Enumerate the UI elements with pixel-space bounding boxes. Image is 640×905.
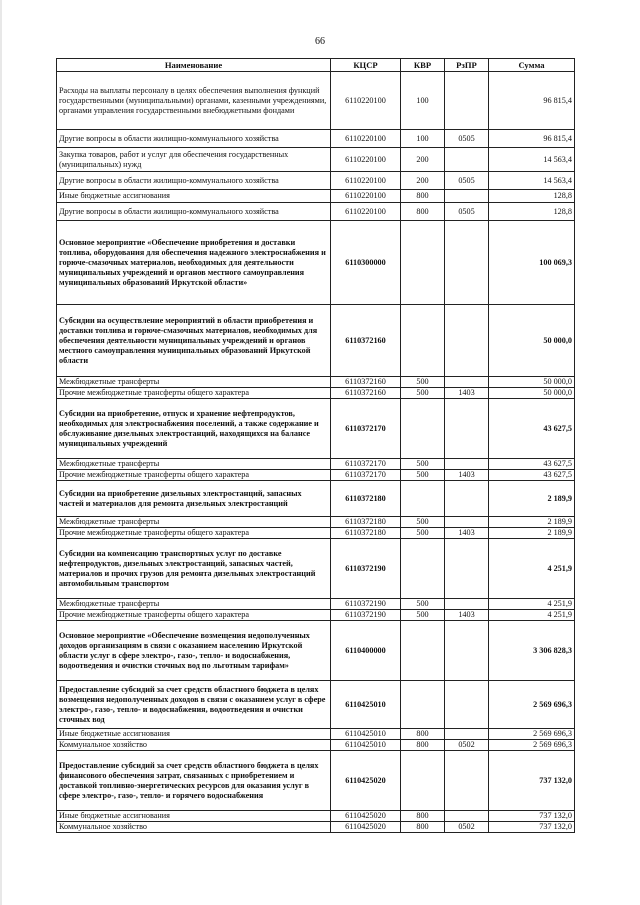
row-name: Иные бюджетные ассигнования xyxy=(57,729,331,740)
row-sum: 50 000,0 xyxy=(489,377,575,388)
row-kcsr: 6110220100 xyxy=(331,130,401,148)
row-kvr: 500 xyxy=(401,388,445,399)
row-kvr xyxy=(401,681,445,729)
row-rzpr: 0502 xyxy=(445,822,489,833)
row-rzpr: 0505 xyxy=(445,130,489,148)
row-name: Расходы на выплаты персоналу в целях обеспечения выполнения функций государственными (муниципальными) органами, казенными учреждениями, органами управления государственными внебюджетными фондами xyxy=(57,72,331,130)
row-name: Иные бюджетные ассигнования xyxy=(57,190,331,203)
row-kvr: 500 xyxy=(401,517,445,528)
row-name: Иные бюджетные ассигнования xyxy=(57,811,331,822)
row-sum: 3 306 828,3 xyxy=(489,621,575,681)
row-sum: 4 251,9 xyxy=(489,610,575,621)
table-row xyxy=(57,681,575,729)
row-kcsr: 6110372170 xyxy=(331,459,401,470)
row-kcsr: 6110372170 xyxy=(331,399,401,459)
header-kvr: КВР xyxy=(401,59,445,72)
row-sum: 4 251,9 xyxy=(489,599,575,610)
row-sum: 2 189,9 xyxy=(489,481,575,517)
row-rzpr: 1403 xyxy=(445,470,489,481)
row-name: Субсидии на приобретение, отпуск и хранение нефтепродуктов, необходимых для электроснабжения поселений, а также содержание и обслуживание дизельных электростанций, находящихся на балансе муниципальных учреждений xyxy=(57,399,331,459)
row-kvr: 800 xyxy=(401,822,445,833)
row-sum: 50 000,0 xyxy=(489,305,575,377)
row-kcsr: 6110372190 xyxy=(331,610,401,621)
row-name: Прочие межбюджетные трансферты общего характера xyxy=(57,388,331,399)
row-name: Прочие межбюджетные трансферты общего характера xyxy=(57,610,331,621)
table-row xyxy=(57,72,575,130)
table-row xyxy=(57,305,575,377)
row-name: Субсидии на приобретение дизельных электростанций, запасных частей и материалов для ремонта дизельных электростанций xyxy=(57,481,331,517)
table-body xyxy=(57,72,575,833)
row-name: Субсидии на компенсацию транспортных услуг по доставке нефтепродуктов, дизельных электростанций, запасных частей, материалов и прочих грузов для ремонта дизельных электростанций автомобильным транспортом xyxy=(57,539,331,599)
row-sum: 100 069,3 xyxy=(489,221,575,305)
row-kcsr: 6110372190 xyxy=(331,539,401,599)
row-sum: 2 569 696,3 xyxy=(489,681,575,729)
row-kvr xyxy=(401,399,445,459)
row-kvr: 800 xyxy=(401,203,445,221)
row-kvr: 500 xyxy=(401,470,445,481)
row-rzpr xyxy=(445,811,489,822)
row-kcsr: 6110425020 xyxy=(331,822,401,833)
header-kcsr: КЦСР xyxy=(331,59,401,72)
row-kvr: 500 xyxy=(401,377,445,388)
row-sum: 96 815,4 xyxy=(489,72,575,130)
row-sum: 737 132,0 xyxy=(489,751,575,811)
row-name: Коммунальное хозяйство xyxy=(57,740,331,751)
row-kvr: 200 xyxy=(401,172,445,190)
row-name: Межбюджетные трансферты xyxy=(57,377,331,388)
row-kcsr: 6110220100 xyxy=(331,148,401,172)
row-kcsr: 6110300000 xyxy=(331,221,401,305)
page-number: 66 xyxy=(315,36,325,47)
row-rzpr: 1403 xyxy=(445,388,489,399)
row-rzpr xyxy=(445,539,489,599)
row-rzpr xyxy=(445,190,489,203)
row-kcsr: 6110220100 xyxy=(331,190,401,203)
scan-edge xyxy=(0,0,2,905)
row-kvr: 500 xyxy=(401,528,445,539)
row-kcsr: 6110372180 xyxy=(331,528,401,539)
row-kvr: 800 xyxy=(401,740,445,751)
budget-table xyxy=(56,58,575,833)
header-name: Наименование xyxy=(57,59,331,72)
row-sum: 43 627,5 xyxy=(489,459,575,470)
row-sum: 2 189,9 xyxy=(489,517,575,528)
row-rzpr xyxy=(445,517,489,528)
row-name: Межбюджетные трансферты xyxy=(57,517,331,528)
row-rzpr xyxy=(445,681,489,729)
row-name: Закупка товаров, работ и услуг для обеспечения государственных (муниципальных) нужд xyxy=(57,148,331,172)
row-name: Другие вопросы в области жилищно-коммунального хозяйства xyxy=(57,203,331,221)
row-rzpr xyxy=(445,221,489,305)
table-row xyxy=(57,148,575,172)
row-sum: 50 000,0 xyxy=(489,388,575,399)
row-name: Прочие межбюджетные трансферты общего характера xyxy=(57,528,331,539)
row-kcsr: 6110372190 xyxy=(331,599,401,610)
row-kcsr: 6110220100 xyxy=(331,172,401,190)
row-rzpr: 0505 xyxy=(445,172,489,190)
row-kcsr: 6110372160 xyxy=(331,305,401,377)
row-name: Предоставление субсидий за счет средств областного бюджета в целях финансового обеспечения затрат, связанных с приобретением и доставкой топливно-энергетических ресурсов для оказания услуг в сфере электро-, газо-, тепло- и горячего водоснабжения xyxy=(57,751,331,811)
row-kvr: 800 xyxy=(401,729,445,740)
row-kcsr: 6110372180 xyxy=(331,481,401,517)
row-sum: 128,8 xyxy=(489,190,575,203)
table-row xyxy=(57,190,575,203)
row-name: Межбюджетные трансферты xyxy=(57,459,331,470)
row-rzpr xyxy=(445,481,489,517)
row-kvr: 500 xyxy=(401,459,445,470)
row-sum: 737 132,0 xyxy=(489,811,575,822)
row-sum: 2 189,9 xyxy=(489,528,575,539)
table-row xyxy=(57,172,575,190)
table-row xyxy=(57,221,575,305)
row-rzpr: 1403 xyxy=(445,610,489,621)
row-name: Основное мероприятие «Обеспечение возмещения недополученных доходов организациям в связи с оказанием населению Иркутской области услуг в сфере электро-, газо-, тепло- и водоснабжения, водоотведения и очистки сточных вод по льготным тарифам» xyxy=(57,621,331,681)
row-name: Основное мероприятие «Обеспечение приобретения и доставки топлива, оборудования для обеспечения надежного электроснабжения и горюче-смазочных материалов, необходимых для деятельности муниципальных учреждений и органов местного самоуправления муниципальных образований Иркутской области» xyxy=(57,221,331,305)
row-kvr xyxy=(401,539,445,599)
table-row xyxy=(57,377,575,388)
row-kvr: 500 xyxy=(401,610,445,621)
row-rzpr xyxy=(445,148,489,172)
row-sum: 128,8 xyxy=(489,203,575,221)
row-kcsr: 6110400000 xyxy=(331,621,401,681)
row-kvr xyxy=(401,481,445,517)
row-name: Другие вопросы в области жилищно-коммунального хозяйства xyxy=(57,130,331,148)
table-row xyxy=(57,203,575,221)
row-kcsr: 6110425010 xyxy=(331,681,401,729)
row-sum: 43 627,5 xyxy=(489,399,575,459)
row-kcsr: 6110425020 xyxy=(331,751,401,811)
row-rzpr xyxy=(445,459,489,470)
row-kcsr: 6110220100 xyxy=(331,72,401,130)
row-rzpr: 1403 xyxy=(445,528,489,539)
table-row xyxy=(57,751,575,811)
table-row xyxy=(57,481,575,517)
row-kcsr: 6110372180 xyxy=(331,517,401,528)
row-sum: 14 563,4 xyxy=(489,148,575,172)
row-sum: 43 627,5 xyxy=(489,470,575,481)
table-row xyxy=(57,729,575,740)
header-row xyxy=(57,59,575,72)
header-rzpr: РзПР xyxy=(445,59,489,72)
row-kvr: 100 xyxy=(401,130,445,148)
row-rzpr xyxy=(445,377,489,388)
row-rzpr xyxy=(445,305,489,377)
table-row xyxy=(57,517,575,528)
row-kcsr: 6110425020 xyxy=(331,811,401,822)
table-row xyxy=(57,470,575,481)
table-row xyxy=(57,399,575,459)
row-name: Прочие межбюджетные трансферты общего характера xyxy=(57,470,331,481)
row-sum: 4 251,9 xyxy=(489,539,575,599)
row-name: Коммунальное хозяйство xyxy=(57,822,331,833)
table-row xyxy=(57,388,575,399)
row-sum: 2 569 696,3 xyxy=(489,740,575,751)
row-kcsr: 6110425010 xyxy=(331,740,401,751)
row-kcsr: 6110372160 xyxy=(331,377,401,388)
row-rzpr xyxy=(445,72,489,130)
table-row xyxy=(57,621,575,681)
row-name: Субсидии на осуществление мероприятий в области приобретения и доставки топлива и горюче-смазочных материалов, необходимых для обеспечения деятельности муниципальных учреждений и органов местного самоуправления муниципальных образований Иркутской области xyxy=(57,305,331,377)
row-sum: 2 569 696,3 xyxy=(489,729,575,740)
row-rzpr xyxy=(445,621,489,681)
row-kvr xyxy=(401,751,445,811)
row-kvr: 200 xyxy=(401,148,445,172)
row-kvr xyxy=(401,621,445,681)
table-row xyxy=(57,599,575,610)
row-kcsr: 6110220100 xyxy=(331,203,401,221)
row-name: Другие вопросы в области жилищно-коммунального хозяйства xyxy=(57,172,331,190)
table-row xyxy=(57,822,575,833)
row-kvr: 800 xyxy=(401,811,445,822)
row-kvr xyxy=(401,305,445,377)
row-rzpr xyxy=(445,729,489,740)
row-rzpr xyxy=(445,399,489,459)
table-header xyxy=(57,59,575,72)
row-kcsr: 6110372170 xyxy=(331,470,401,481)
table-row xyxy=(57,610,575,621)
row-sum: 737 132,0 xyxy=(489,822,575,833)
row-name: Межбюджетные трансферты xyxy=(57,599,331,610)
row-sum: 96 815,4 xyxy=(489,130,575,148)
row-kcsr: 6110372160 xyxy=(331,388,401,399)
header-sum: Сумма xyxy=(489,59,575,72)
row-rzpr: 0505 xyxy=(445,203,489,221)
table-row xyxy=(57,811,575,822)
row-kcsr: 6110425010 xyxy=(331,729,401,740)
table-row xyxy=(57,459,575,470)
row-kvr: 100 xyxy=(401,72,445,130)
row-sum: 14 563,4 xyxy=(489,172,575,190)
row-kvr: 800 xyxy=(401,190,445,203)
table-row xyxy=(57,539,575,599)
row-kvr xyxy=(401,221,445,305)
row-name: Предоставление субсидий за счет средств областного бюджета в целях возмещения недополученных доходов в связи с оказанием услуг в сфере электро-, газо-, тепло- и водоснабжения, водоотведения и очистки сточных вод xyxy=(57,681,331,729)
table-row xyxy=(57,528,575,539)
row-kvr: 500 xyxy=(401,599,445,610)
row-rzpr: 0502 xyxy=(445,740,489,751)
row-rzpr xyxy=(445,751,489,811)
row-rzpr xyxy=(445,599,489,610)
table-row xyxy=(57,740,575,751)
table-row xyxy=(57,130,575,148)
